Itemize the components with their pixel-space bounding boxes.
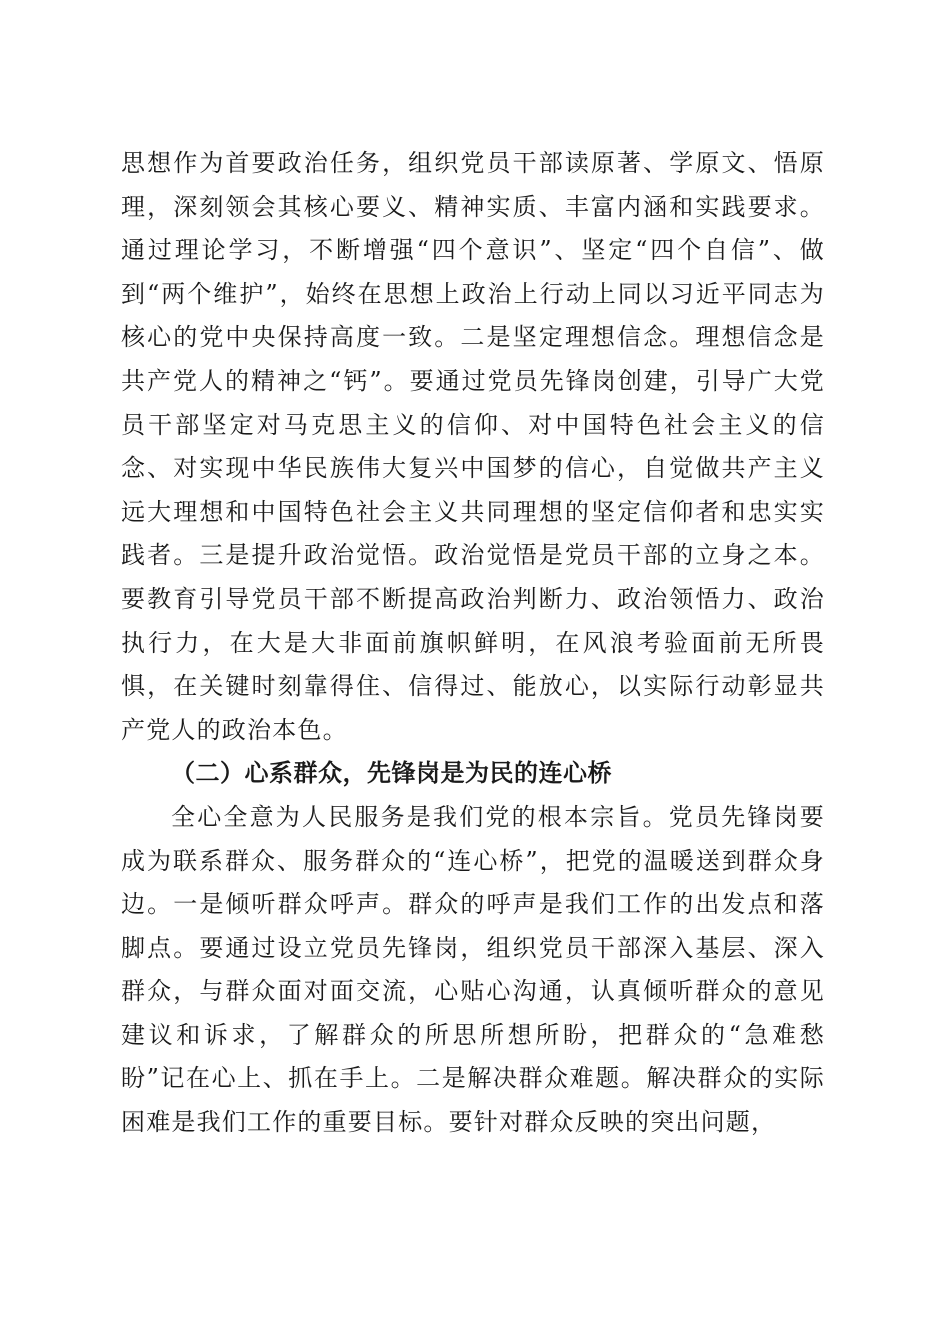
- body-paragraph: 全心全意为人民服务是我们党的根本宗旨。党员先锋岗要成为联系群众、服务群众的“连心桥”，把党的温暖送到群众身边。一是倾听群众呼声。群众的呼声是我们工作的出发点和落脚点。要通过设立党员先锋岗，组织党员干部深入基层、深入群众，与群众面对面交流，心贴心沟通，认真倾听群众的意见建议和诉求，了解群众的所思所想所盼，把群众的“急难愁盼”记在心上、抓在手上。二是解决群众难题。解决群众的实际困难是我们工作的重要目标。要针对群众反映的突出问题，: [121, 802, 825, 1137]
- document-body: [121, 142, 825, 1145]
- section-heading: （二）心系群众，先锋岗是为民的连心桥: [171, 759, 612, 788]
- body-paragraph-continued: 思想作为首要政治任务，组织党员干部读原著、学原文、悟原理，深刻领会其核心要义、精神实质、丰富内涵和实践要求。通过理论学习，不断增强“四个意识”、坚定“四个自信”、做到“两个维护”，始终在思想上政治上行动上同以习近平同志为核心的党中央保持高度一致。二是坚定理想信念。理想信念是共产党人的精神之“钙”。要通过党员先锋岗创建，引导广大党员干部坚定对马克思主义的信仰、对中国特色社会主义的信念、对实现中华民族伟大复兴中国梦的信心，自觉做共产主义远大理想和中国特色社会主义共同理想的坚定信仰者和忠实实践者。三是提升政治觉悟。政治觉悟是党员干部的立身之本。要教育引导党员干部不断提高政治判断力、政治领悟力、政治执行力，在大是大非面前旗帜鲜明，在风浪考验面前无所畏惧，在关键时刻靠得住、信得过、能放心，以实际行动彰显共产党人的政治本色。: [121, 149, 825, 744]
